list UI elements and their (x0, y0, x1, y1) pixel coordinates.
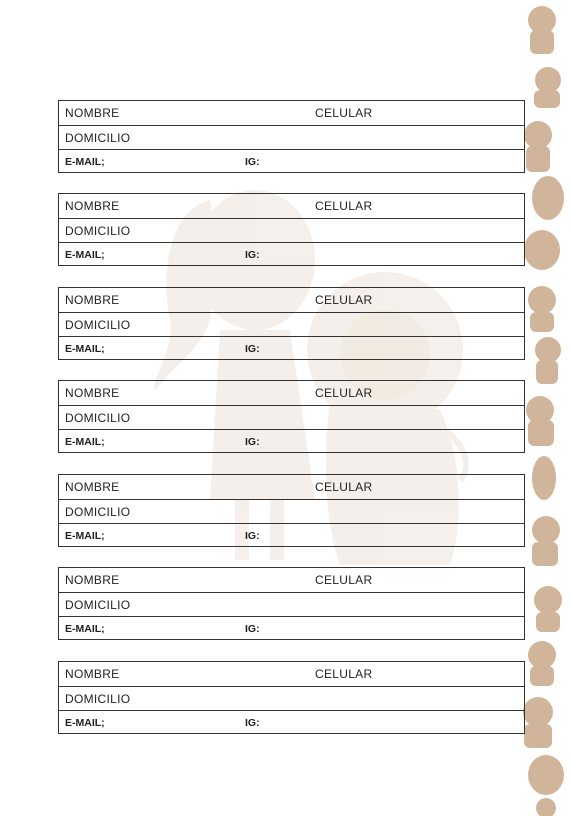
contact-card (58, 193, 525, 266)
email-label: E-MAIL; (65, 530, 105, 542)
contact-card (58, 567, 525, 640)
contact-row-name (59, 101, 524, 125)
phone-label: CELULAR (315, 480, 373, 494)
name-label: NOMBRE (65, 573, 120, 587)
address-label: DOMICILIO (65, 318, 131, 332)
contact-row-address (59, 592, 524, 616)
phone-label: CELULAR (315, 106, 373, 120)
email-label: E-MAIL; (65, 623, 105, 635)
contact-row-name (59, 568, 524, 592)
address-label: DOMICILIO (65, 505, 131, 519)
address-label: DOMICILIO (65, 692, 131, 706)
instagram-label: IG: (245, 623, 260, 635)
contact-row-address (59, 499, 524, 523)
address-label: DOMICILIO (65, 224, 131, 238)
contact-row-email (59, 616, 524, 639)
contact-row-name (59, 475, 524, 499)
contact-row-address (59, 312, 524, 336)
address-label: DOMICILIO (65, 411, 131, 425)
phone-label: CELULAR (315, 573, 373, 587)
email-label: E-MAIL; (65, 343, 105, 355)
contact-row-address (59, 405, 524, 429)
contact-row-address (59, 125, 524, 149)
address-label: DOMICILIO (65, 131, 131, 145)
contact-card (58, 474, 525, 547)
name-label: NOMBRE (65, 386, 120, 400)
instagram-label: IG: (245, 717, 260, 729)
contact-row-email (59, 710, 524, 733)
contact-row-email (59, 336, 524, 359)
contact-row-address (59, 218, 524, 242)
instagram-label: IG: (245, 343, 260, 355)
name-label: NOMBRE (65, 480, 120, 494)
contact-row-address (59, 686, 524, 710)
name-label: NOMBRE (65, 199, 120, 213)
phone-label: CELULAR (315, 386, 373, 400)
phone-label: CELULAR (315, 199, 373, 213)
phone-label: CELULAR (315, 667, 373, 681)
contact-row-email (59, 149, 524, 172)
contact-row-email (59, 523, 524, 546)
contact-row-email (59, 242, 524, 265)
name-label: NOMBRE (65, 106, 120, 120)
email-label: E-MAIL; (65, 436, 105, 448)
email-label: E-MAIL; (65, 717, 105, 729)
contact-row-name (59, 288, 524, 312)
instagram-label: IG: (245, 249, 260, 261)
contact-card (58, 100, 525, 173)
phone-label: CELULAR (315, 293, 373, 307)
name-label: NOMBRE (65, 293, 120, 307)
instagram-label: IG: (245, 530, 260, 542)
email-label: E-MAIL; (65, 156, 105, 168)
name-label: NOMBRE (65, 667, 120, 681)
instagram-label: IG: (245, 436, 260, 448)
contact-row-name (59, 662, 524, 686)
email-label: E-MAIL; (65, 249, 105, 261)
contact-card (58, 287, 525, 360)
address-label: DOMICILIO (65, 598, 131, 612)
contact-row-email (59, 429, 524, 452)
contact-card (58, 661, 525, 734)
contact-row-name (59, 381, 524, 405)
instagram-label: IG: (245, 156, 260, 168)
contact-card (58, 380, 525, 453)
contact-row-name (59, 194, 524, 218)
